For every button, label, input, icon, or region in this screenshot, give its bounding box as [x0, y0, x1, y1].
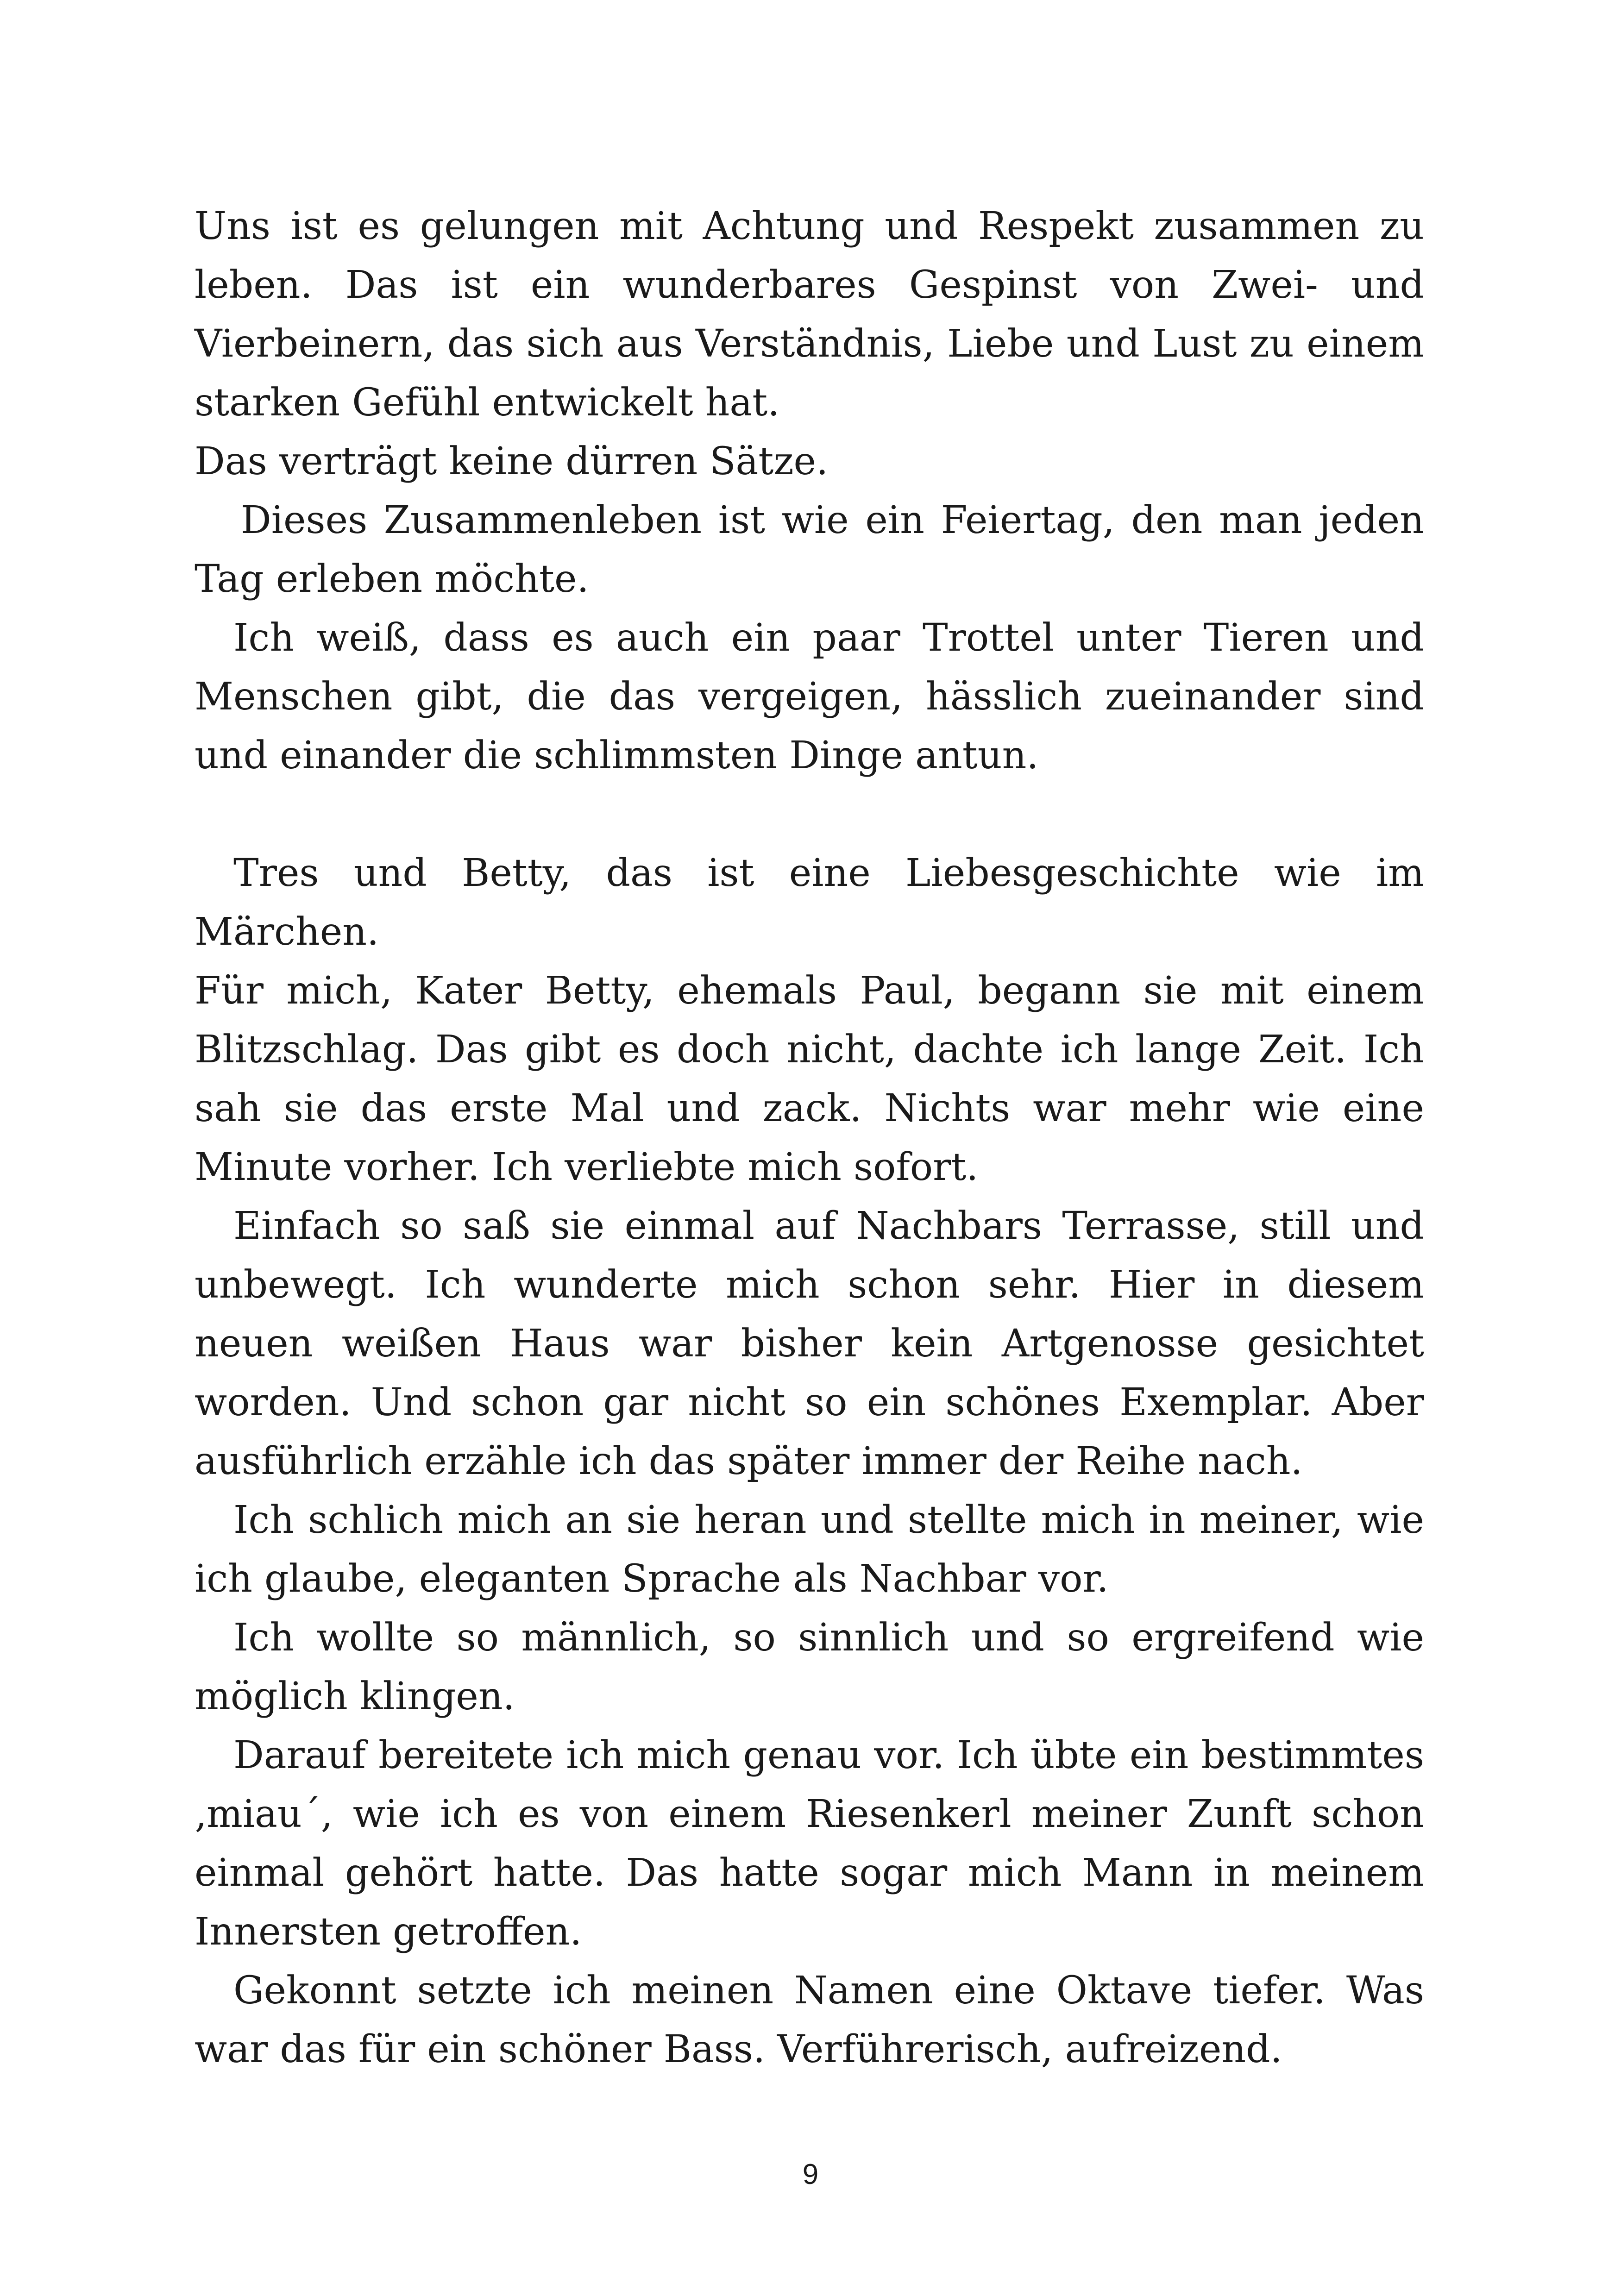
body-text [195, 197, 1424, 2079]
paragraph-4: Ich weiß, dass es auch ein paar Trottel unter Tieren und Menschen gibt, die das vergeigen, hässlich zueinander sind und einander die schlimmsten Dinge antun. [195, 616, 1424, 778]
paragraph-10: Darauf bereitete ich mich genau vor. Ich übte ein bestimmtes ‚miau´, wie ich es von einem Riesenkerl meiner Zunft schon einmal gehört hatte. Das hatte sogar mich Mann in meinem Innersten getroffen. [195, 1733, 1424, 1954]
paragraph-5: Tres und Betty, das ist eine Liebesgeschichte wie im Märchen. [195, 851, 1424, 954]
paragraph-2: Das verträgt keine dürren Sätze. [195, 439, 829, 483]
paragraph-8: Ich schlich mich an sie heran und stellte mich in meiner, wie ich glaube, eleganten Sprache als Nachbar vor. [195, 1498, 1424, 1601]
page-number: 9 [802, 2158, 819, 2190]
paragraph-11: Gekonnt setzte ich meinen Namen eine Oktave tiefer. Was war das für ein schöner Bass. Verführerisch, aufreizend. [195, 1969, 1424, 2071]
paragraph-3: Dieses Zusammenleben ist wie ein Feiertag, den man jeden Tag erleben möchte. [195, 498, 1424, 601]
paragraph-1: Uns ist es gelungen mit Achtung und Respekt zusammen zu leben. Das ist ein wunderbares Gespinst von Zwei- und Vierbeinern, das sich aus Verständnis, Liebe und Lust zu einem starken Gefühl entwickelt hat. [195, 204, 1424, 425]
paragraph-7: Einfach so saß sie einmal auf Nachbars Terrasse, still und unbewegt. Ich wunderte mich schon sehr. Hier in diesem neuen weißen Haus war bisher kein Artgenosse gesichtet worden. Und schon gar nicht so ein schönes Exemplar. Aber ausführlich erzähle ich das später immer der Reihe nach. [195, 1204, 1424, 1483]
paragraph-6: Für mich, Kater Betty, ehemals Paul, begann sie mit einem Blitzschlag. Das gibt es doch nicht, dachte ich lange Zeit. Ich sah sie das erste Mal und zack. Nichts war mehr wie eine Minute vorher. Ich verliebte mich sofort. [195, 969, 1424, 1189]
paragraph-spacer [195, 785, 1424, 844]
paragraph-9: Ich wollte so männlich, so sinnlich und so ergreifend wie möglich klingen. [195, 1616, 1424, 1719]
